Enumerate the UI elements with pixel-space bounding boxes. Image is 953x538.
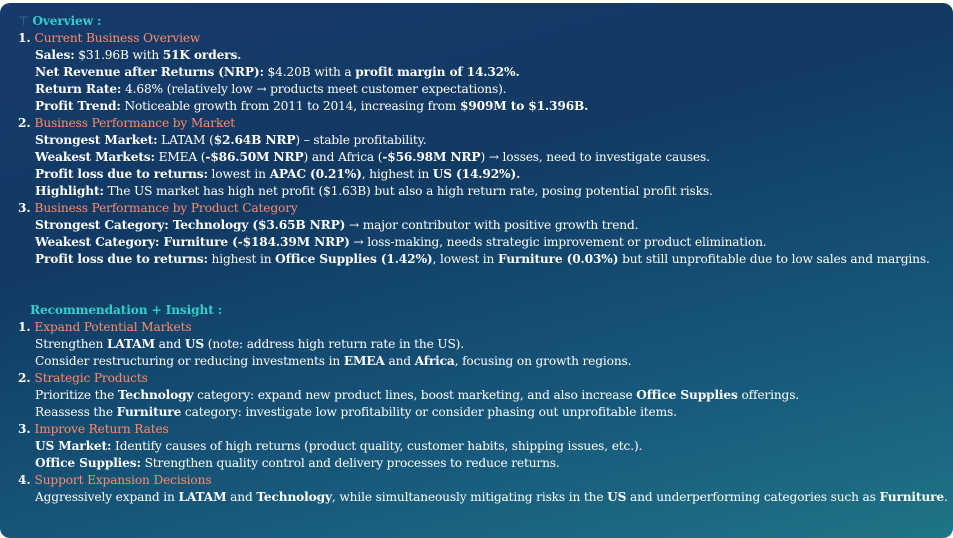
text-segment: US [607, 490, 627, 504]
bullet-marker-icon: ⊤ [18, 14, 30, 28]
text-segment: US (14.92%). [432, 167, 521, 181]
text-segment: ) → losses, need to investigate causes. [480, 150, 710, 164]
text-segment: Prioritize the [35, 388, 118, 402]
text-segment: Africa [414, 354, 455, 368]
text-segment: Highlight: [35, 184, 104, 198]
recommendation-item-1-title: 1. Expand Potential Markets [18, 320, 192, 334]
text-segment: Strengthen quality control and delivery processes to reduce returns. [140, 456, 560, 470]
text-segment: LATAM [178, 490, 227, 504]
text-segment: $4.20B with a [263, 65, 356, 79]
overview-item-3-line-2 [18, 234, 943, 251]
recommendation-item-4-title: 4. Support Expansion Decisions [18, 473, 212, 487]
text-segment: Office Supplies: [35, 456, 141, 470]
recommendation-item-1-line-2 [18, 353, 943, 370]
text-segment: → loss-making, needs strategic improvement or product elimination. [349, 235, 767, 249]
text-segment: Strongest Category: Technology ($3.65B NRP) [35, 218, 346, 232]
text-segment: US [184, 337, 205, 351]
text-segment: Consider restructuring or reducing investments in [35, 354, 344, 368]
text-segment: Furniture [879, 490, 944, 504]
overview-item-1-line-3 [18, 81, 943, 98]
text-segment: offerings. [737, 388, 800, 402]
text-segment: $909M to $1.396B. [459, 99, 589, 113]
text-segment: APAC (0.21%) [269, 167, 362, 181]
recommendation-title: Recommendation + Insight : [30, 303, 223, 317]
recommendation-item-2-title: 2. Strategic Products [18, 371, 148, 385]
text-segment: Weakest Category: Furniture (-$184.39M NRP) [35, 235, 350, 249]
recommendation-item-4-line-1 [18, 489, 948, 506]
text-segment: profit margin of 14.32%. [355, 65, 520, 79]
text-segment: → major contributor with positive growth trend. [345, 218, 639, 232]
overview-item-3-title: 3. Business Performance by Product Category [18, 201, 298, 215]
text-segment: Office Supplies (1.42%) [275, 252, 433, 266]
overview-item-3-line-1 [18, 217, 943, 234]
overview-item-2-line-4 [18, 183, 943, 200]
text-segment: , highest in [361, 167, 433, 181]
text-segment: , while simultaneously mitigating risks in the [331, 490, 608, 504]
text-segment: The US market has high net profit ($1.63B) but also a high return rate, posing potential profit risks. [103, 184, 713, 198]
text-segment: highest in [207, 252, 276, 266]
text-segment: Strengthen [35, 337, 107, 351]
text-segment: ) – stable profitability. [295, 133, 427, 147]
text-segment: Sales: [35, 48, 75, 62]
overview-item-1-line-1 [18, 47, 943, 64]
overview-item-2-line-3 [18, 166, 943, 183]
text-segment: category: expand new product lines, boost marketing, and also increase [193, 388, 637, 402]
text-segment: Aggressively expand in [35, 490, 179, 504]
text-segment: . [943, 490, 948, 504]
text-segment: Furniture (0.03%) [497, 252, 619, 266]
text-segment: Noticeable growth from 2011 to 2014, increasing from [120, 99, 460, 113]
text-segment: and [226, 490, 257, 504]
overview-item-1-line-2 [18, 64, 943, 81]
overview-item-1-line-4 [18, 98, 943, 115]
text-segment: LATAM [106, 337, 155, 351]
overview-item-2-title: 2. Business Performance by Market [18, 116, 236, 130]
text-segment: but still unprofitable due to low sales and margins. [618, 252, 930, 266]
text-segment: Furniture [116, 405, 182, 419]
text-segment: $2.64B NRP [213, 133, 296, 147]
overview-item-3-line-3 [18, 251, 943, 268]
text-segment: Profit loss due to returns: [35, 252, 208, 266]
text-segment: category: investigate low profitability or consider phasing out unprofitable items. [181, 405, 677, 419]
text-segment: -$56.98M NRP [382, 150, 481, 164]
text-segment: Profit loss due to returns: [35, 167, 208, 181]
text-segment: Identify causes of high returns (product quality, customer habits, shipping issues, etc.). [111, 439, 643, 453]
recommendation-item-3-line-1 [18, 438, 943, 455]
text-segment: 51K orders. [162, 48, 242, 62]
insight-panel [0, 3, 953, 538]
text-segment: and [154, 337, 185, 351]
insight-content [18, 13, 948, 506]
recommendation-item-3-line-2 [18, 455, 943, 472]
recommendation-item-1-line-1 [18, 336, 943, 353]
text-segment: Net Revenue after Returns (NRP): [35, 65, 264, 79]
text-segment: Profit Trend: [35, 99, 121, 113]
text-segment: Technology [256, 490, 332, 504]
text-segment: US Market: [35, 439, 112, 453]
text-segment: Return Rate: [35, 82, 122, 96]
text-segment: Office Supplies [636, 388, 738, 402]
text-segment: and [384, 354, 415, 368]
overview-item-2-line-1 [18, 132, 943, 149]
text-segment: , focusing on growth regions. [454, 354, 632, 368]
recommendation-item-2-line-2 [18, 404, 943, 421]
overview-item-1-title: 1. Current Business Overview [18, 31, 201, 45]
text-segment: Reassess the [35, 405, 117, 419]
section-spacer [18, 268, 943, 302]
text-segment: EMEA ( [154, 150, 206, 164]
text-segment: (note: address high return rate in the US). [204, 337, 464, 351]
text-segment: lowest in [207, 167, 270, 181]
recommendation-item-3-title: 3. Improve Return Rates [18, 422, 169, 436]
recommendation-item-2-line-1 [18, 387, 943, 404]
text-segment: Weakest Markets: [35, 150, 155, 164]
overview-title: ⊤ Overview : [18, 14, 102, 28]
text-segment: 4.68% (relatively low → products meet customer expectations). [121, 82, 507, 96]
text-segment: Technology [117, 388, 194, 402]
text-segment: Strongest Market: [35, 133, 158, 147]
text-segment: , lowest in [432, 252, 498, 266]
text-segment: LATAM ( [157, 133, 214, 147]
text-segment: and underperforming categories such as [626, 490, 880, 504]
text-segment: ) and Africa ( [303, 150, 383, 164]
text-segment: $31.96B with [74, 48, 163, 62]
text-segment: EMEA [343, 354, 385, 368]
text-segment: -$86.50M NRP [205, 150, 304, 164]
overview-item-2-line-2 [18, 149, 943, 166]
